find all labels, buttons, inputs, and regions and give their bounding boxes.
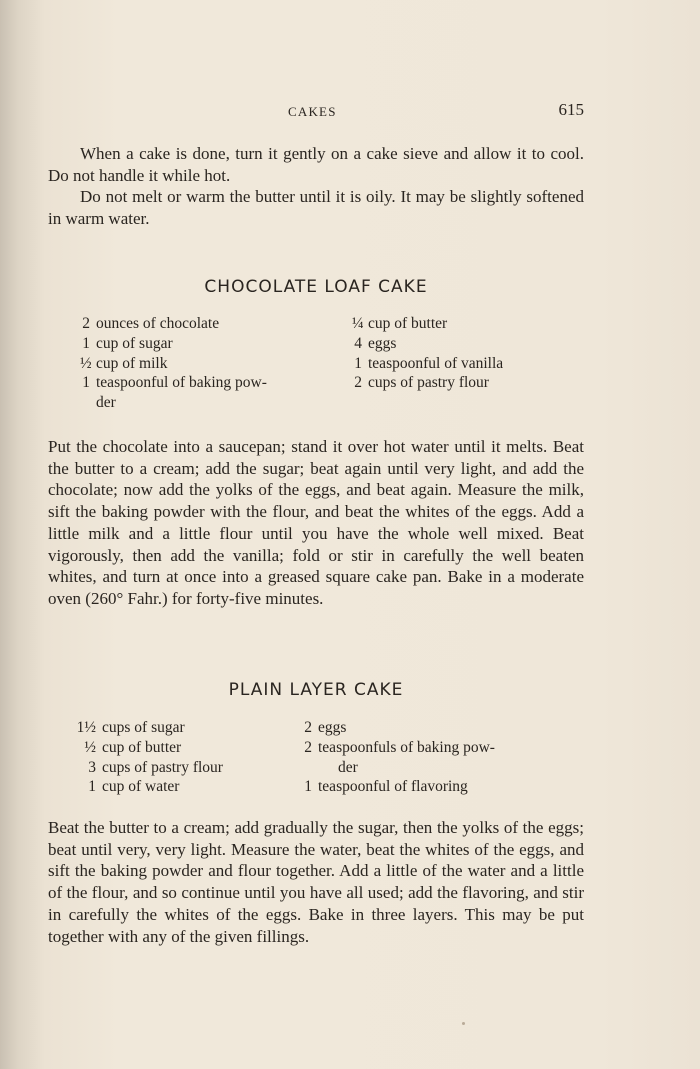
- ingredient-line-continued: [80, 393, 267, 413]
- ingredient-qty: ¼: [352, 315, 364, 332]
- ingredient-item: cup of sugar: [96, 334, 173, 352]
- recipe-method: [48, 817, 584, 947]
- ingredient-item: eggs: [318, 719, 347, 736]
- recipe-method: [48, 436, 584, 610]
- ingredient-qty: 4: [354, 334, 362, 352]
- ingredient-line: [302, 738, 495, 758]
- ingredient-continuation: der: [338, 758, 358, 776]
- ingredient-qty: ½: [80, 354, 92, 372]
- intro-paragraph: Do not melt or warm the butter until it is oily. It may be slightly softened in warm water.: [48, 187, 584, 229]
- ingredients-left-column: [72, 718, 223, 797]
- ingredient-line: [72, 738, 223, 758]
- ingredient-qty: ½: [84, 738, 96, 756]
- ingredient-item: cup of butter: [368, 315, 448, 332]
- ingredient-line: [352, 334, 503, 354]
- ingredient-item: cups of sugar: [102, 719, 185, 736]
- ingredient-item: teaspoonful of vanilla: [368, 354, 504, 372]
- ingredient-qty: 2: [82, 315, 90, 332]
- ingredient-qty: 1: [88, 778, 96, 796]
- intro-section: [48, 143, 584, 230]
- ingredient-line: [72, 777, 223, 797]
- ingredient-item: cups of pastry flour: [368, 374, 489, 392]
- ingredient-qty: 1: [82, 334, 90, 352]
- ingredient-item: teaspoonful of baking pow-: [96, 374, 267, 392]
- ingredient-line: [80, 373, 267, 393]
- recipe-title: PLAIN LAYER CAKE: [228, 680, 404, 700]
- ingredient-item: ounces of chocolate: [96, 315, 220, 332]
- ingredient-line: [352, 373, 503, 393]
- ingredient-continuation: der: [96, 394, 116, 412]
- ingredient-qty: 1½: [76, 719, 96, 736]
- ingredient-item: cup of milk: [96, 354, 168, 372]
- ingredient-qty: 1: [82, 374, 90, 392]
- ingredient-line: [302, 718, 495, 738]
- running-header: [48, 100, 584, 124]
- ingredient-item: cup of butter: [102, 738, 182, 756]
- method-paragraph: Put the chocolate into a saucepan; stand it over hot water until it melts. Beat the butter to a cream; add the sugar; beat again until very light, and add the chocolate; now add the yolks of the eggs, and beat again. Measure the milk, sift the baking powder with the flour, and beat the whites of the eggs. Add a little milk and a little flour until you have the whole well mixed. Beat vigorously, then add the vanilla; fold or stir in carefully the well beaten whites, and turn at once into a greased square cake pan. Bake in a moderate oven (260° Fahr.) for forty-five minutes.: [48, 437, 584, 608]
- ingredient-line: [80, 334, 267, 354]
- page-number: 615: [558, 100, 584, 119]
- ingredient-line: [352, 354, 503, 374]
- ingredient-line: [72, 718, 223, 738]
- ingredients-left-column: [80, 314, 267, 413]
- ingredient-qty: 2: [304, 719, 312, 736]
- ingredient-line: [352, 314, 503, 334]
- ingredient-line: [80, 314, 267, 334]
- ingredients-right-column: [302, 718, 495, 797]
- ingredient-line-continued: [302, 758, 495, 778]
- ingredient-qty: 1: [304, 778, 312, 796]
- intro-paragraph: When a cake is done, turn it gently on a cake sieve and allow it to cool. Do not handle it while hot.: [48, 144, 584, 185]
- ingredient-line: [80, 354, 267, 374]
- method-paragraph: Beat the butter to a cream; add gradually the sugar, then the yolks of the eggs; beat until very, very light. Measure the water, beat the whites of the eggs, and sift the baking powder and flour together. Add a little of the water and a little of the flour, and so continue until you have all used; add the flavoring, and stir in carefully the whites of the eggs. Bake in three layers. This may be put together with any of the given fillings.: [48, 818, 584, 946]
- ingredients-right-column: [352, 314, 503, 393]
- recipe-title: CHOCOLATE LOAF CAKE: [204, 277, 428, 297]
- ingredient-qty: 2: [354, 374, 362, 392]
- ingredient-qty: 2: [304, 738, 312, 756]
- ingredient-line: [302, 777, 495, 797]
- ingredient-item: eggs: [368, 334, 397, 352]
- running-title: CAKES: [288, 104, 337, 119]
- ingredient-item: cup of water: [102, 778, 180, 796]
- ingredient-qty: 3: [88, 758, 96, 776]
- ingredient-item: cups of pastry flour: [102, 758, 223, 776]
- ingredient-qty: 1: [354, 354, 362, 372]
- paper-speck: [462, 1022, 465, 1025]
- ingredient-line: [72, 758, 223, 778]
- ingredient-item: teaspoonfuls of baking pow-: [318, 738, 495, 756]
- ingredient-item: teaspoonful of flavoring: [318, 778, 468, 796]
